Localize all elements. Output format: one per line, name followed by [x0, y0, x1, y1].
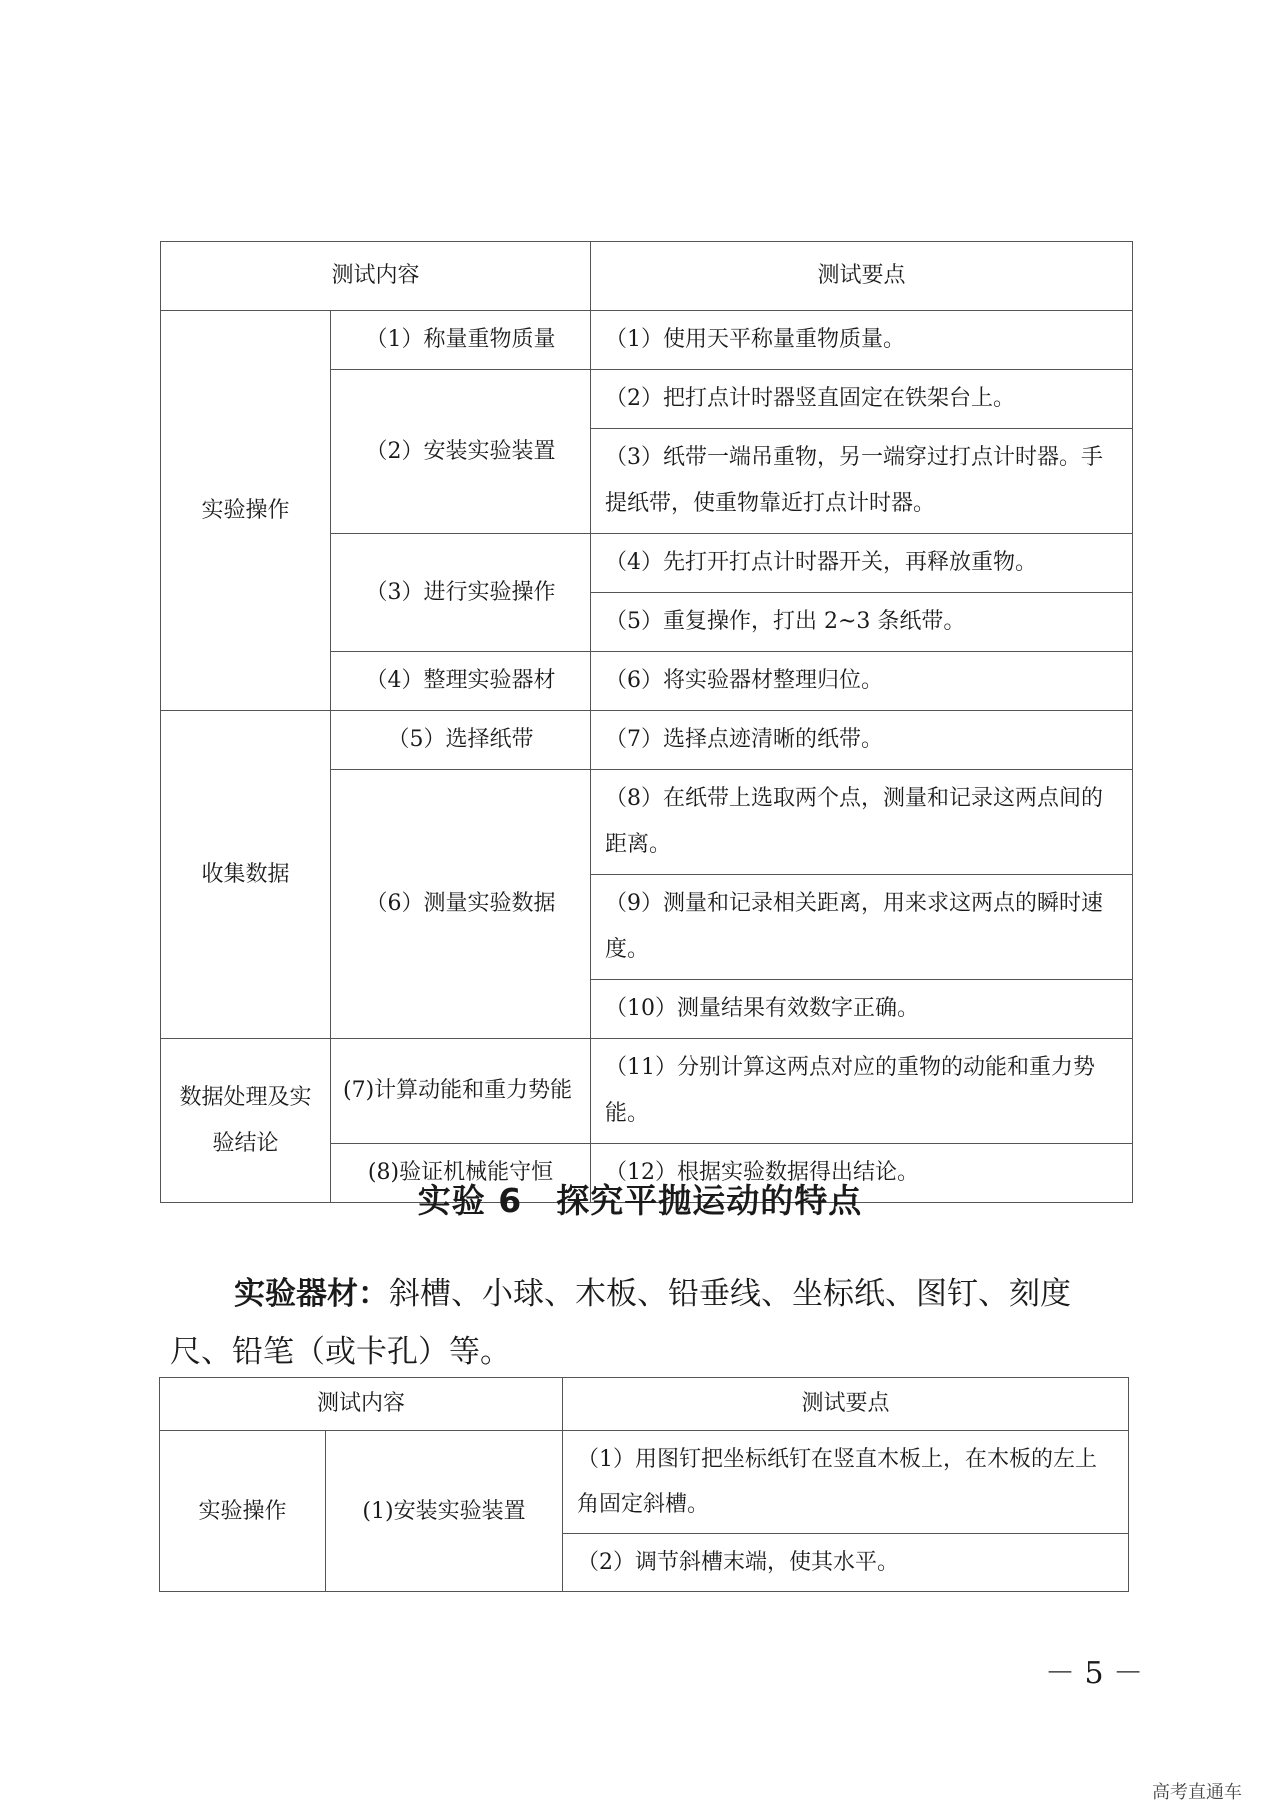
item-1: (1)安装实验装置 — [326, 1431, 563, 1592]
point-9: （9）测量和记录相关距离，用来求这两点的瞬时速度。 — [591, 875, 1133, 980]
point-2: （2）把打点计时器竖直固定在铁架台上。 — [591, 370, 1133, 429]
point-6: （6）将实验器材整理归位。 — [591, 652, 1133, 711]
header-content: 测试内容 — [161, 242, 591, 311]
group-process: 数据处理及实验结论 — [161, 1039, 331, 1203]
item-5: （5）选择纸带 — [331, 711, 591, 770]
point-1: （1）使用天平称量重物质量。 — [591, 311, 1133, 370]
point-11: （11）分别计算这两点对应的重物的动能和重力势能。 — [591, 1039, 1133, 1144]
equipment-paragraph — [170, 1265, 1130, 1323]
page-number: － 5 － — [1045, 1656, 1144, 1691]
group-ops: 实验操作 — [161, 311, 331, 711]
experiment6-table — [159, 1377, 1129, 1592]
watermark: 高考直通车 — [1152, 1782, 1242, 1803]
item-2: （2）安装实验装置 — [331, 370, 591, 534]
item-4: （4）整理实验器材 — [331, 652, 591, 711]
point-4: （4）先打开打点计时器开关，再释放重物。 — [591, 534, 1133, 593]
section-title: 实验 6 探究平抛运动的特点 — [417, 1181, 863, 1220]
point-10: （10）测量结果有效数字正确。 — [591, 980, 1133, 1039]
item-6: （6）测量实验数据 — [331, 770, 591, 1039]
header-content: 测试内容 — [160, 1378, 563, 1431]
point-1: （1）用图钉把坐标纸钉在竖直木板上，在木板的左上角固定斜槽。 — [563, 1431, 1129, 1534]
point-5: （5）重复操作，打出 2~3 条纸带。 — [591, 593, 1133, 652]
equipment-line1: 斜槽、小球、木板、铅垂线、坐标纸、图钉、刻度 — [389, 1276, 1071, 1312]
point-3: （3）纸带一端吊重物，另一端穿过打点计时器。手提纸带，使重物靠近打点计时器。 — [591, 429, 1133, 534]
item-7: (7)计算动能和重力势能 — [331, 1039, 591, 1144]
point-8: （8）在纸带上选取两个点，测量和记录这两点间的距离。 — [591, 770, 1133, 875]
header-points: 测试要点 — [563, 1378, 1129, 1431]
group-ops: 实验操作 — [160, 1431, 326, 1592]
equipment-label: 实验器材： — [234, 1276, 389, 1312]
experiment5-table — [160, 241, 1133, 1203]
item-8: (8)验证机械能守恒 — [331, 1144, 591, 1203]
point-12: （12）根据实验数据得出结论。 — [591, 1144, 1133, 1203]
group-collect: 收集数据 — [161, 711, 331, 1039]
item-1: （1）称量重物质量 — [331, 311, 591, 370]
item-3: （3）进行实验操作 — [331, 534, 591, 652]
point-7: （7）选择点迹清晰的纸带。 — [591, 711, 1133, 770]
point-2: （2）调节斜槽末端，使其水平。 — [563, 1534, 1129, 1592]
header-points: 测试要点 — [591, 242, 1133, 311]
equipment-line2: 尺、铅笔（或卡孔）等。 — [170, 1334, 511, 1370]
